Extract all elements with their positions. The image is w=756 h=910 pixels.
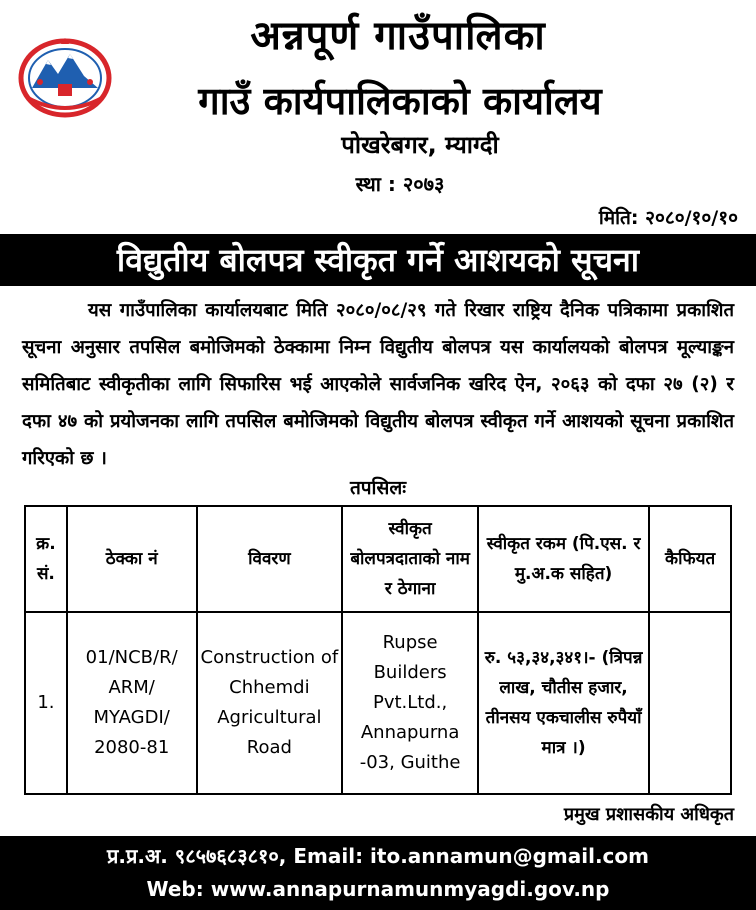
- nepal-emblem-icon: [18, 38, 112, 118]
- footer-contact: प्र.प्र.अ. ९८५७६८३८१०, Email: ito.annamun@gmail.com: [107, 844, 649, 868]
- signatory-title: प्रमुख प्रशासकीय अधिकृत: [563, 804, 734, 825]
- municipality-title: अन्नपूर्ण गाउँपालिका: [250, 13, 546, 59]
- notice-title-banner: विद्युतीय बोलपत्र स्वीकृत गर्ने आशयको सूचना: [0, 234, 756, 286]
- notice-body: यस गाउँपालिका कार्यालयबाट मिति २०८०/०८/२९ गते रिखार राष्ट्रिय दैनिक पत्रिकामा प्रकाशित सूचना अनुसार तपसिल बमोजिमको ठेक्कामा निम्न विद्युतीय बोलपत्र यस कार्यालयको बोलपत्र मूल्याङ्कन समितिबाट स्वीकृतीका लागि सिफारिस भई आएकोले सार्वजनिक खरिद ऐन, २०६३ को दफा २७ (२) र दफा ४७ को प्रयोजनका लागि तपसिल बमोजिमको विद्युतीय बोलपत्र स्वीकृत गर्ने आशयको सूचना प्रकाशित गरिएको छ ।: [22, 300, 734, 469]
- notice-date: मिति: २०८०/१०/१०: [598, 207, 738, 229]
- schedule-heading: तपसिलः: [349, 477, 407, 499]
- cell-sn: 1.: [25, 612, 67, 794]
- footer: [0, 836, 756, 910]
- table-row: [25, 612, 731, 794]
- col-contract: ठेक्का नं: [67, 506, 197, 612]
- cell-bidder: Rupse Builders Pvt.Ltd., Annapurna -03, Guithe: [342, 612, 478, 794]
- header: [0, 0, 756, 232]
- established-year: स्था : २०७३: [355, 172, 445, 196]
- col-remarks: कैफियत: [649, 506, 731, 612]
- footer-website: Web: www.annapurnamunmyagdi.gov.np: [146, 877, 610, 901]
- cell-contract: 01/NCB/R/ ARM/ MYAGDI/ 2080-81: [67, 612, 197, 794]
- cell-amount: रु. ५३,३४,३४१।- (त्रिपन्न लाख, चौतीस हजार, तीनसय एकचालीस रुपैयाँ मात्र ।): [478, 612, 649, 794]
- bid-table: [24, 505, 732, 795]
- col-description: विवरण: [197, 506, 343, 612]
- table-header-row: [25, 506, 731, 612]
- cell-remarks: [649, 612, 731, 794]
- address: पोखरेबगर, म्याग्दी: [341, 131, 499, 159]
- col-sn: क्र. सं.: [25, 506, 67, 612]
- col-amount: स्वीकृत रकम (पि.एस. र मु.अ.क सहित): [478, 506, 649, 612]
- office-title: गाउँ कार्यपालिकाको कार्यालय: [198, 79, 602, 123]
- cell-description: Construction of Chhemdi Agricultural Road: [197, 612, 343, 794]
- col-bidder: स्वीकृत बोलपत्रदाताको नाम र ठेगाना: [342, 506, 478, 612]
